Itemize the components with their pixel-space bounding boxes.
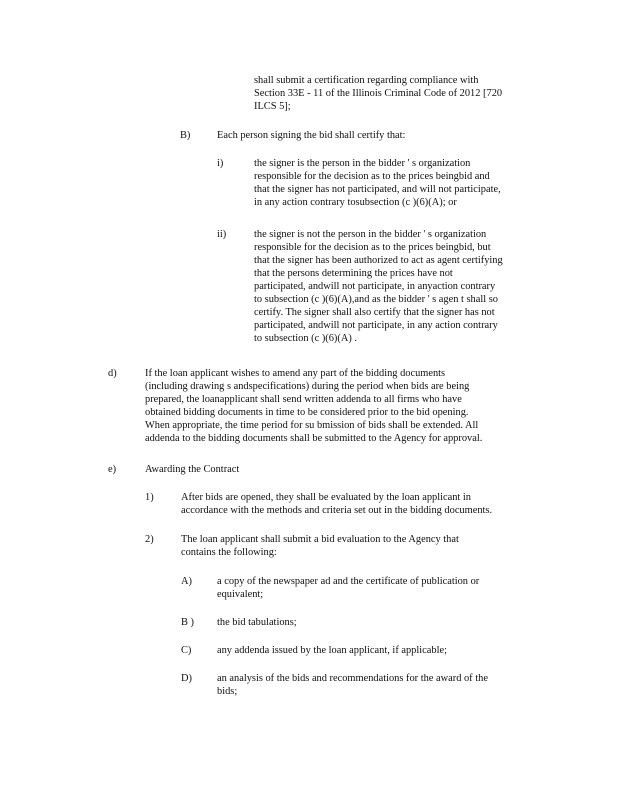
text-line: ILCS 5]; — [254, 101, 291, 112]
text-line: (including drawing s andspecifications) during the period when bids are being — [145, 381, 470, 392]
text-line: the signer is the person in the bidder ' s organization — [254, 158, 471, 169]
text-line: that the persons determining the prices have not — [254, 268, 453, 279]
text-line: prepared, the loanapplicant shall send written addenda to all firms who have — [145, 394, 462, 405]
text-line: When appropriate, the time period for su bmission of bids shall be extended. All — [145, 420, 479, 431]
item-d-paragraph — [145, 367, 531, 445]
text-line: that the signer has not participated, and will not participate, — [254, 184, 501, 195]
text-line: in any action contrary tosubsection (c )(6)(A); or — [254, 197, 457, 208]
text-line: shall submit a certification regarding compliance with — [254, 75, 479, 86]
item-e-1-label: 1) — [145, 492, 154, 503]
text-line: accordance with the methods and criteria set out in the bidding documents. — [181, 505, 493, 516]
text-line: Section 33E - 11 of the Illinois Criminal Code of 2012 [720 — [254, 88, 503, 99]
text-line: obtained bidding documents in time to be considered prior to the bid opening. — [145, 407, 469, 418]
item-e-heading: Awarding the Contract — [145, 464, 240, 475]
text-line: equivalent; — [217, 589, 264, 600]
item-d-label: d) — [108, 368, 117, 379]
text-line: participated, andwill not participate, in any action contrary — [254, 320, 498, 331]
item-b-ii-label: ii) — [217, 229, 227, 240]
text-line: bids; — [217, 686, 238, 697]
text-line: to subsection (c )(6)(A),and as the bidder ' s agen t shall so — [254, 294, 498, 305]
text-line: a copy of the newspaper ad and the certificate of publication or — [217, 576, 480, 587]
item-b-label: B) — [180, 130, 191, 141]
text-line: participated, andwill not participate, in anyaction contrary — [254, 281, 496, 292]
item-b-i-label: i) — [217, 158, 224, 169]
item-b-i-paragraph — [254, 157, 528, 209]
text-line: to subsection (c )(6)(A) . — [254, 333, 358, 344]
text-line: certify. The signer shall also certify that the signer has not — [254, 307, 495, 318]
text-line: contains the following: — [181, 547, 277, 558]
text-line: that the signer has been authorized to act as agent certifying — [254, 255, 503, 266]
text-line: If the loan applicant wishes to amend any part of the bidding documents — [145, 368, 446, 379]
item-e-2-c-label: C) — [181, 645, 192, 656]
text-line: addenda to the bidding documents shall be submitted to the Agency for approval. — [145, 433, 483, 444]
item-e-label: e) — [108, 464, 117, 475]
text-line: responsible for the decision as to the prices beingbid, but — [254, 242, 491, 253]
text-line: an analysis of the bids and recommendations for the award of the — [217, 673, 488, 684]
item-e-2-label: 2) — [145, 534, 154, 545]
item-e-2-d-label: D) — [181, 673, 192, 684]
text-line: After bids are opened, they shall be evaluated by the loan applicant in — [181, 492, 471, 503]
item-e-2-a-label: A) — [181, 576, 192, 587]
item-b-ii-paragraph — [254, 228, 532, 345]
item-e-2-c-text: any addenda issued by the loan applicant, if applicable; — [217, 645, 447, 656]
text-line: The loan applicant shall submit a bid evaluation to the Agency that — [181, 534, 459, 545]
item-e-2-a-paragraph — [217, 575, 521, 601]
continued-paragraph — [254, 74, 520, 113]
item-e-2-b-text: the bid tabulations; — [217, 617, 297, 628]
item-e-2-d-paragraph — [217, 672, 531, 698]
item-b-text: Each person signing the bid shall certify that: — [217, 130, 406, 141]
item-e-2-b-label: B ) — [181, 617, 194, 628]
item-e-1-paragraph — [181, 491, 531, 517]
item-e-2-paragraph — [181, 533, 501, 559]
text-line: the signer is not the person in the bidder ' s organization — [254, 229, 487, 240]
text-line: responsible for the decision as to the prices beingbid and — [254, 171, 490, 182]
